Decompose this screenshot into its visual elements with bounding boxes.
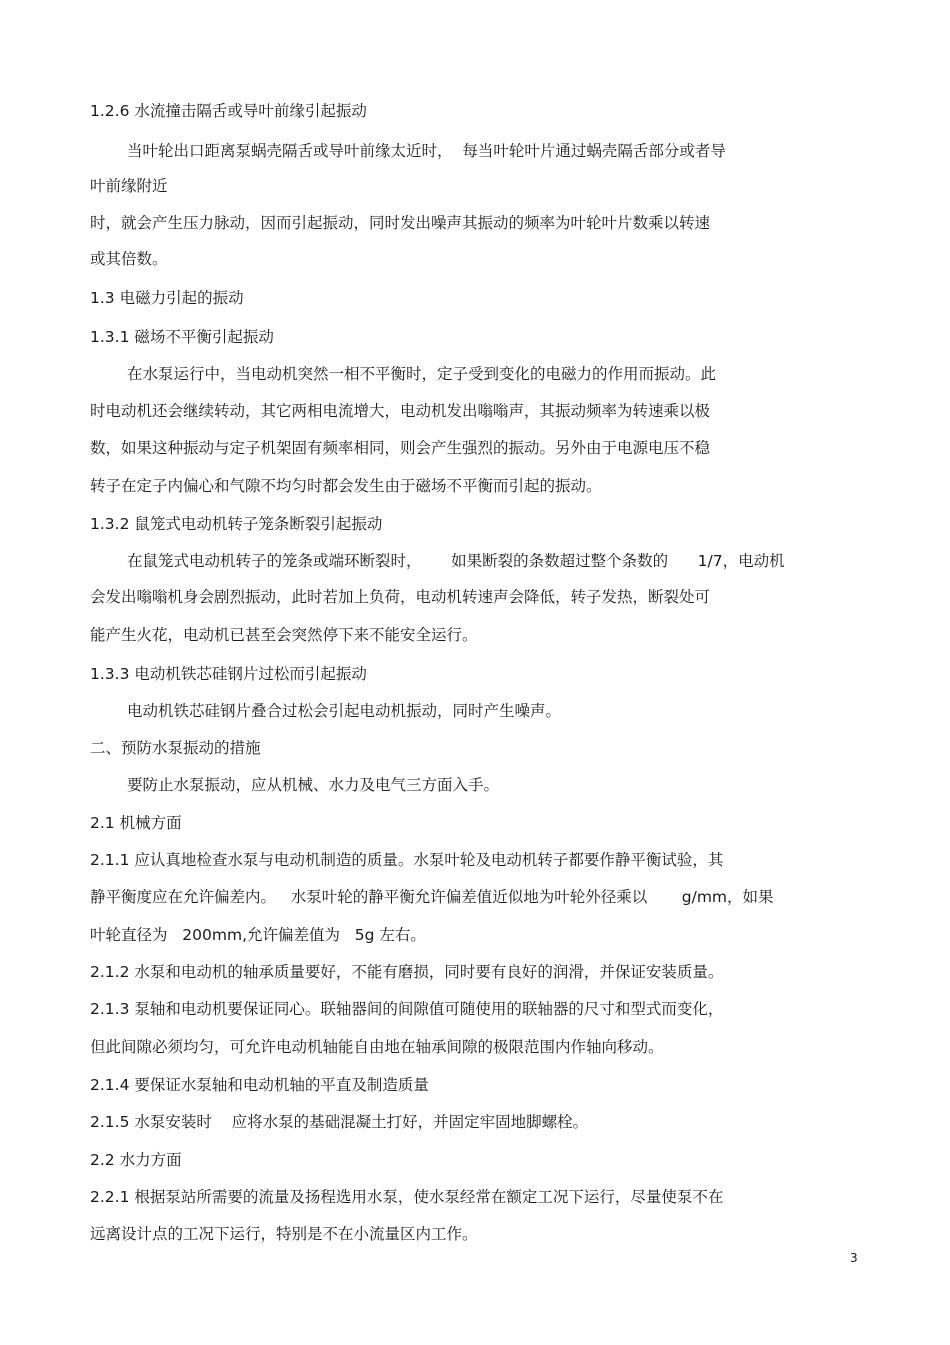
page-number: 3: [850, 1251, 858, 1265]
paragraph-line: 要防止水泵振动，应从机械、水力及电气三方面入手。: [127, 776, 500, 794]
paragraph-line: 或其倍数。: [90, 250, 168, 268]
paragraph-line: 当叶轮出口距离泵蜗壳隔舌或导叶前缘太近时， 每当叶轮叶片通过蜗壳隔舌部分或者导: [127, 142, 726, 160]
paragraph-line: 2.1.3 泵轴和电动机要保证同心。联轴器间的间隙值可随使用的联轴器的尺寸和型式而变化，: [90, 1000, 724, 1018]
heading-1-3-3: 1.3.3 电动机铁芯硅钢片过松而引起振动: [90, 665, 367, 683]
heading-2-2: 2.2 水力方面: [90, 1151, 182, 1169]
heading-section-2: 二、预防水泵振动的措施: [90, 739, 261, 757]
paragraph-line: 转子在定子内偏心和气隙不均匀时都会发生由于磁场不平衡而引起的振动。: [90, 477, 602, 495]
paragraph-line: 但此间隙必须均匀，可允许电动机轴能自由地在轴承间隙的极限范围内作轴向移动。: [90, 1038, 664, 1056]
paragraph-line: 2.1.1 应认真地检查水泵与电动机制造的质量。水泵叶轮及电动机转子都要作静平衡试验，其: [90, 851, 724, 869]
paragraph-line: 时电动机还会继续转动，其它两相电流增大，电动机发出嗡嗡声，其振动频率为转速乘以极: [90, 402, 711, 420]
paragraph-line: 在鼠笼式电动机转子的笼条或端环断裂时， 如果断裂的条数超过整个条数的 1/7，电动机: [127, 552, 785, 570]
paragraph-line: 叶轮直径为 200mm,允许偏差值为 5g 左右。: [90, 926, 426, 944]
paragraph-line: 会发出嗡嗡机身会剧烈振动，此时若加上负荷，电动机转速声会降低，转子发热，断裂处可: [90, 588, 711, 606]
paragraph-line: 能产生火花，电动机已甚至会突然停下来不能安全运行。: [90, 626, 478, 644]
heading-1-3-2: 1.3.2 鼠笼式电动机转子笼条断裂引起振动: [90, 515, 383, 533]
heading-1-3-1: 1.3.1 磁场不平衡引起振动: [90, 328, 274, 346]
paragraph-line: 叶前缘附近: [90, 177, 168, 195]
paragraph-line: 远离设计点的工况下运行，特别是不在小流量区内工作。: [90, 1225, 478, 1243]
paragraph-line: 2.1.2 水泵和电动机的轴承质量要好，不能有磨损，同时要有良好的润滑，并保证安装质量。: [90, 963, 724, 981]
paragraph-line: 电动机铁芯硅钢片叠合过松会引起电动机振动，同时产生噪声。: [127, 702, 562, 720]
paragraph-line: 在水泵运行中，当电动机突然一相不平衡时，定子受到变化的电磁力的作用而振动。此: [127, 365, 717, 383]
heading-2-1: 2.1 机械方面: [90, 814, 182, 832]
heading-1-3: 1.3 电磁力引起的振动: [90, 289, 244, 307]
paragraph-line: 时，就会产生压力脉动，因而引起振动，同时发出噪声其振动的频率为叶轮叶片数乘以转速: [90, 214, 711, 232]
paragraph-line: 2.1.4 要保证水泵轴和电动机轴的平直及制造质量: [90, 1076, 429, 1094]
paragraph-line: 数，如果这种振动与定子机架固有频率相同，则会产生强烈的振动。另外由于电源电压不稳: [90, 439, 711, 457]
paragraph-line: 静平衡度应在允许偏差内。 水泵叶轮的静平衡允许偏差值近似地为叶轮外径乘以 g/mm，如果: [90, 888, 774, 906]
paragraph-line: 2.2.1 根据泵站所需要的流量及扬程选用水泵，使水泵经常在额定工况下运行，尽量使泵不在: [90, 1188, 724, 1206]
heading-1-2-6: 1.2.6 水流撞击隔舌或导叶前缘引起振动: [90, 102, 367, 120]
paragraph-line: 2.1.5 水泵安装时 应将水泵的基础混凝土打好，并固定牢固地脚螺栓。: [90, 1113, 589, 1131]
